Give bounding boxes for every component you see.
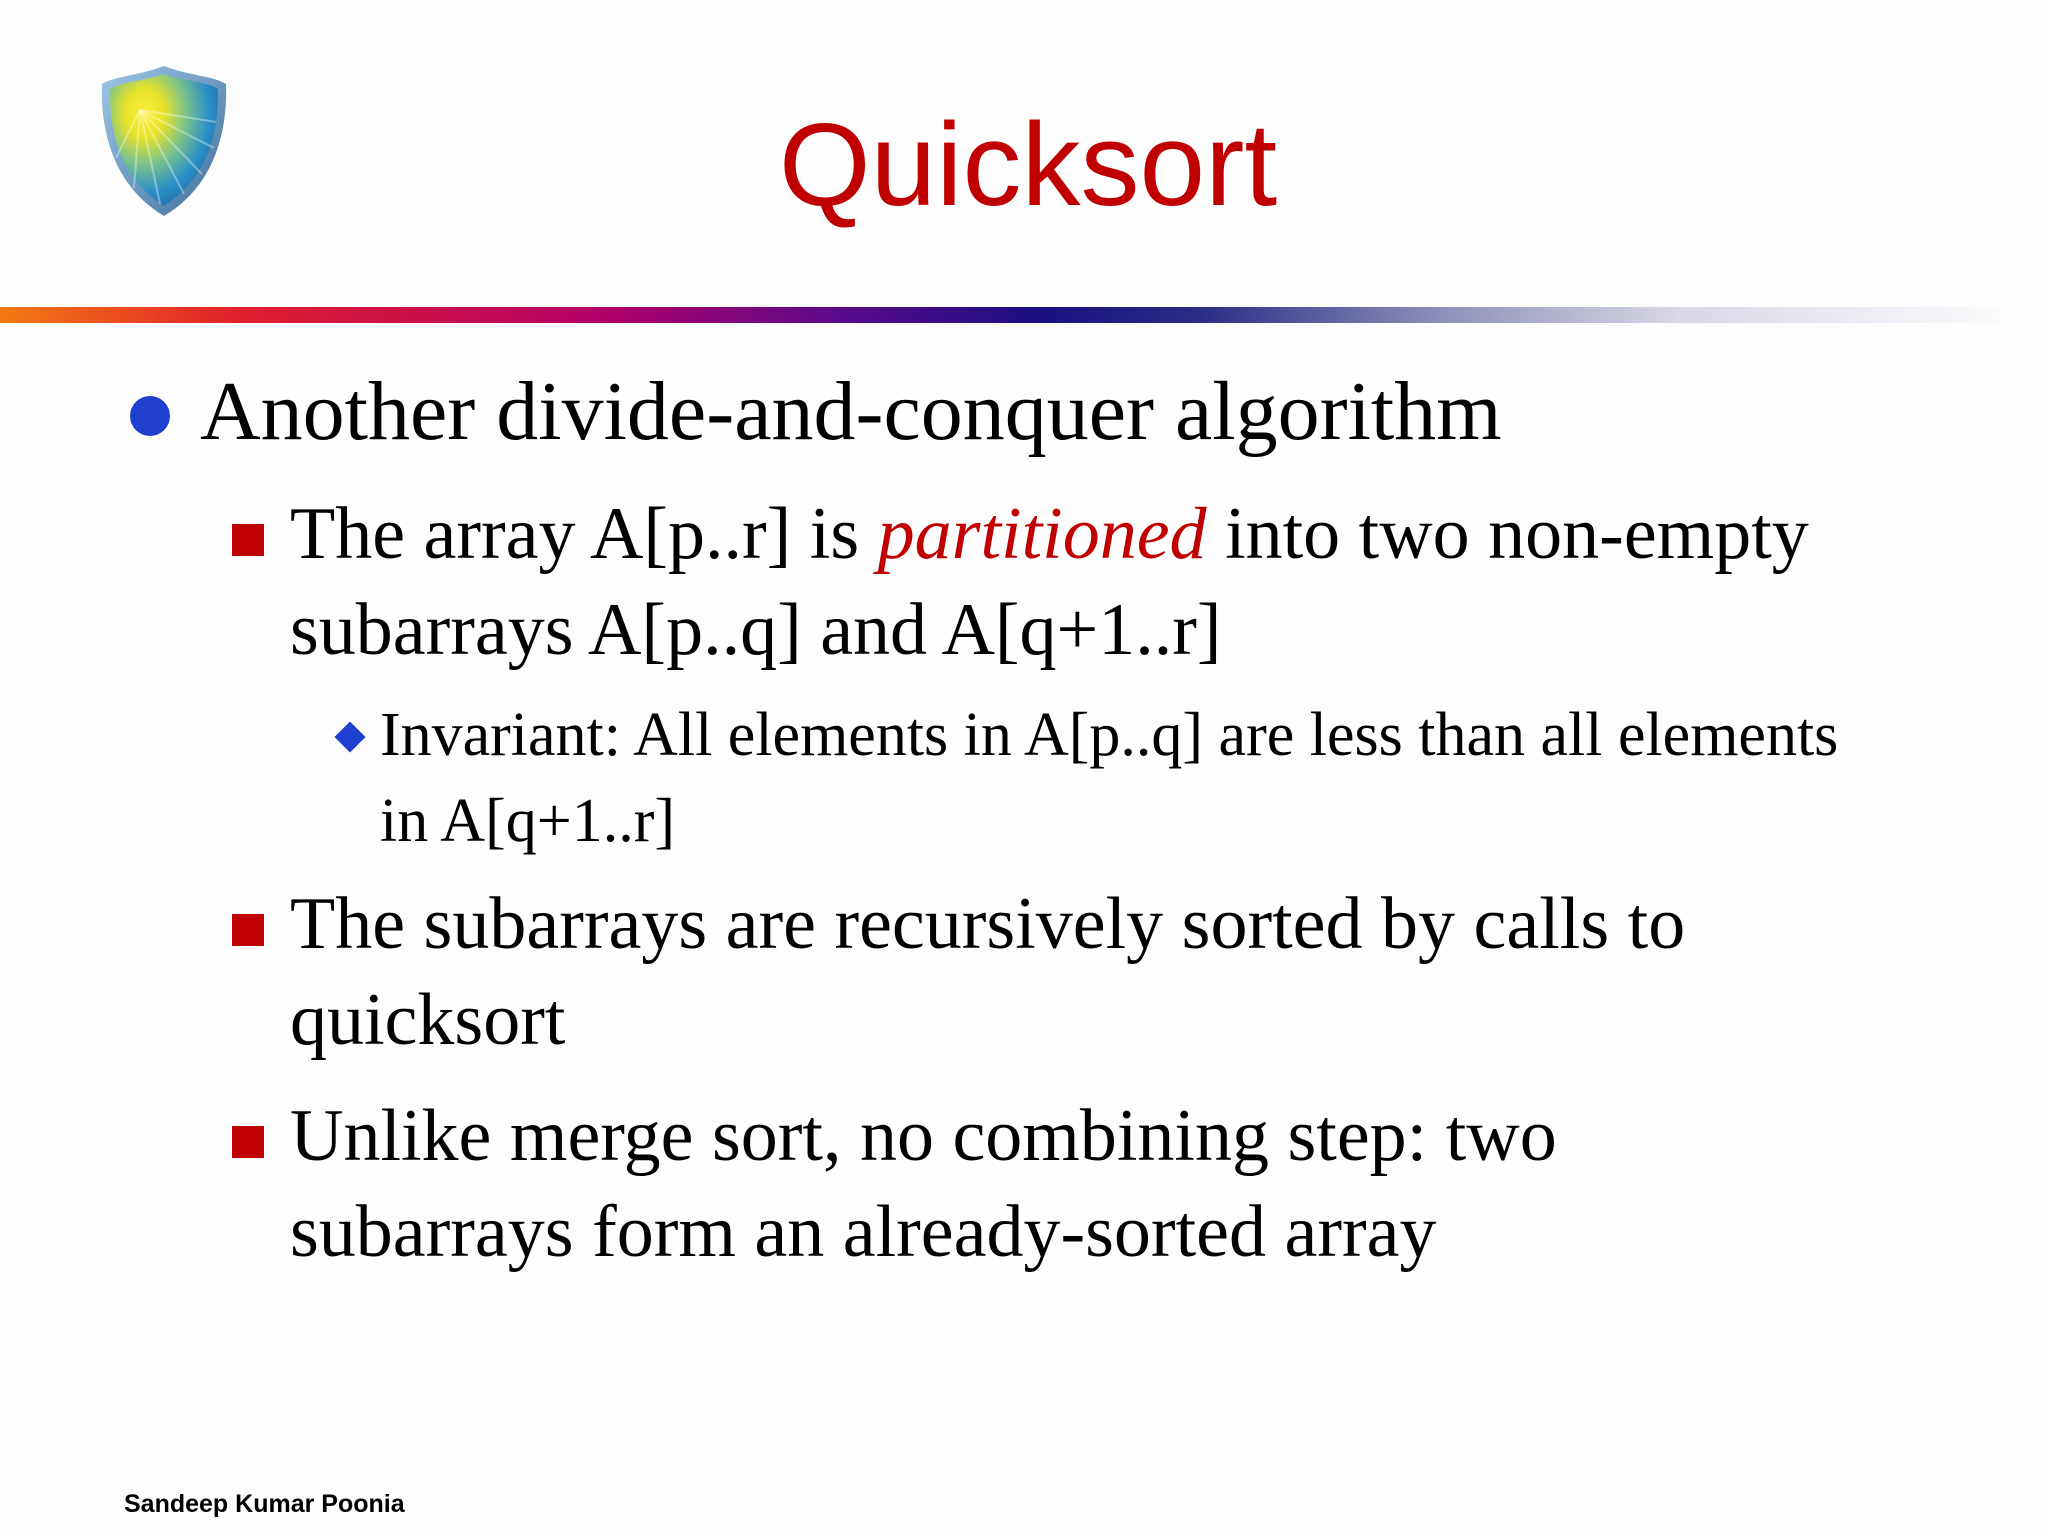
bullet-diamond-icon (334, 721, 365, 752)
bullet-level2-recursion: The subarrays are recursively sorted by calls to quicksort (290, 883, 1686, 1061)
bullet-dot-icon (130, 396, 170, 436)
title-divider (0, 307, 2000, 323)
bullet-square-icon (232, 1126, 264, 1158)
bullet-level2-no-combine: Unlike merge sort, no combining step: two subarrays form an already-sorted array (290, 1095, 1557, 1273)
bullet-level3-invariant: Invariant: All elements in A[p..q] are less than all elements in A[q+1..r] (380, 701, 1839, 855)
emphasis-text: partitioned (877, 493, 1207, 575)
bullet-level1: Another divide-and-conquer algorithm (200, 365, 1502, 458)
slide-title: Quicksort (778, 99, 1278, 231)
bullet-text: into two non-empty subarrays A[p..q] and A[q+1..r] (290, 493, 1809, 671)
bullet-square-icon (232, 914, 264, 946)
bullet-square-icon (232, 524, 264, 556)
bullet-level2-partition (290, 486, 1850, 678)
bullet-text: The array A[p..r] is (290, 493, 878, 575)
footer-author: Sandeep Kumar Poonia (124, 1490, 405, 1518)
